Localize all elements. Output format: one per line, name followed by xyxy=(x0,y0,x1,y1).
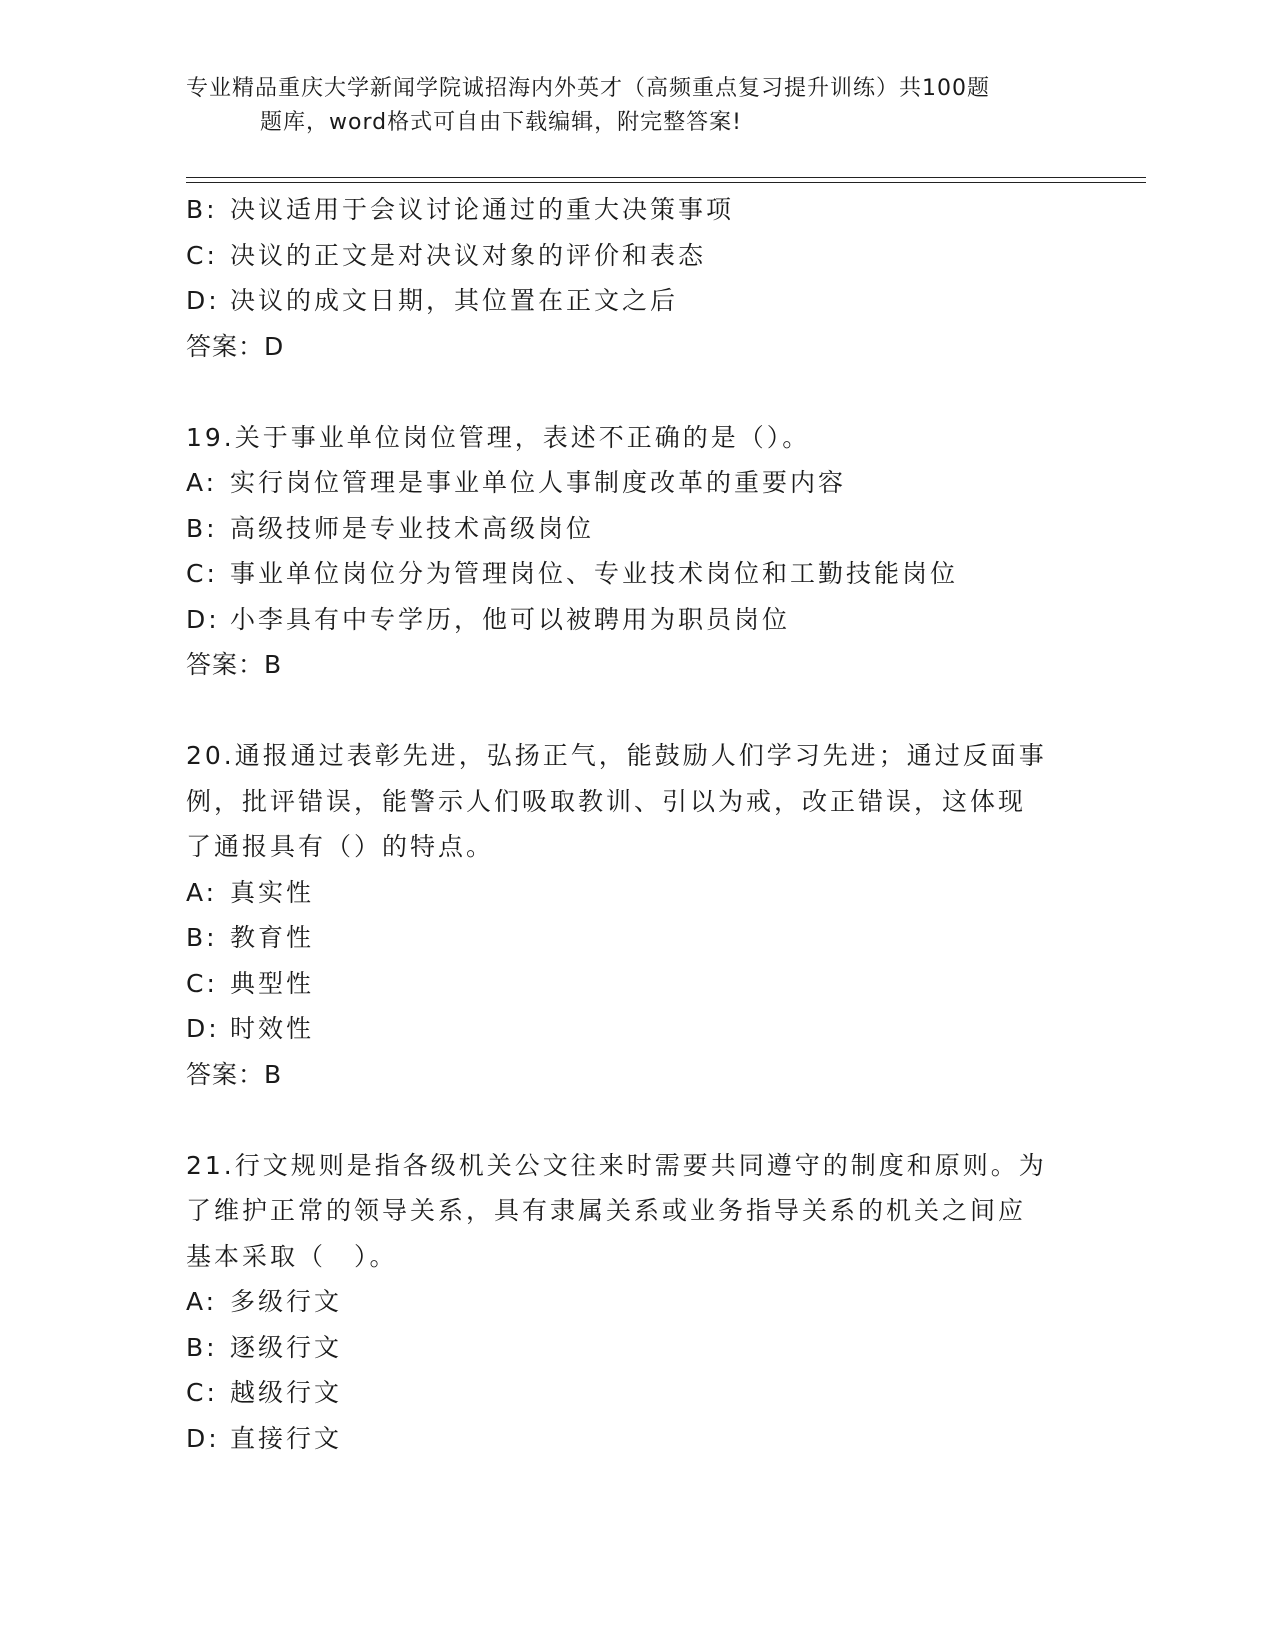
option-text: 越级行文 xyxy=(230,1378,343,1407)
option-text: 典型性 xyxy=(230,968,315,998)
option-letter: D: xyxy=(186,604,220,634)
option-d xyxy=(186,1416,1086,1462)
question-list xyxy=(186,187,1086,1461)
option-b xyxy=(186,1325,1086,1371)
option-text: 决议的成文日期，其位置在正文之后 xyxy=(230,286,679,315)
question-18 xyxy=(186,187,1086,369)
option-d xyxy=(186,1006,1086,1052)
option-text: 直接行文 xyxy=(230,1423,343,1453)
question-19 xyxy=(186,415,1086,688)
option-letter: A: xyxy=(186,468,218,497)
option-c xyxy=(186,1370,1086,1416)
option-text: 决议适用于会议讨论通过的重大决策事项 xyxy=(230,195,735,224)
option-letter: B: xyxy=(186,195,218,224)
option-b xyxy=(186,506,1086,552)
option-letter: C: xyxy=(186,240,218,270)
header-divider-top xyxy=(186,177,1146,178)
option-letter: C: xyxy=(186,1378,218,1407)
option-letter: B: xyxy=(186,513,218,543)
option-text: 时效性 xyxy=(230,1014,315,1043)
option-a xyxy=(186,870,1086,916)
answer-line: 答案：B xyxy=(186,650,283,679)
option-text: 真实性 xyxy=(230,877,315,907)
answer-line: 答案：D xyxy=(186,331,285,361)
header-divider-bottom xyxy=(186,182,1146,183)
question-stem: 例，批评错误，能警示人们吸取教训、引以为戒，改正错误，这体现 xyxy=(186,786,1027,816)
question-stem: 基本采取（ ）。 xyxy=(186,1241,398,1271)
option-text: 决议的正文是对决议对象的评价和表态 xyxy=(230,240,707,270)
question-stem: 了维护正常的领导关系，具有隶属关系或业务指导关系的机关之间应 xyxy=(186,1196,1027,1225)
option-d xyxy=(186,597,1086,643)
answer-line: 答案：B xyxy=(186,1059,283,1089)
option-text: 事业单位岗位分为管理岗位、专业技术岗位和工勤技能岗位 xyxy=(230,559,959,588)
question-stem: 21.行文规则是指各级机关公文往来时需要共同遵守的制度和原则。为 xyxy=(186,1150,1047,1180)
option-b xyxy=(186,915,1086,961)
document-header xyxy=(186,72,1086,140)
option-text: 小李具有中专学历，他可以被聘用为职员岗位 xyxy=(230,604,791,634)
question-20 xyxy=(186,733,1086,1097)
spacer xyxy=(186,688,1086,734)
option-c xyxy=(186,233,1086,279)
option-text: 教育性 xyxy=(230,923,315,952)
header-title-line-2: 题库，word格式可自由下载编辑，附完整答案! xyxy=(260,110,742,135)
option-letter: B: xyxy=(186,923,218,952)
option-text: 高级技师是专业技术高级岗位 xyxy=(230,513,595,543)
option-a xyxy=(186,460,1086,506)
option-letter: B: xyxy=(186,1332,218,1362)
option-letter: D: xyxy=(186,1014,220,1043)
spacer xyxy=(186,369,1086,415)
option-a xyxy=(186,1279,1086,1325)
option-letter: A: xyxy=(186,877,218,907)
option-b xyxy=(186,187,1086,233)
option-letter: D: xyxy=(186,1423,220,1453)
question-stem: 19.关于事业单位岗位管理，表述不正确的是（）。 xyxy=(186,422,811,452)
option-c xyxy=(186,961,1086,1007)
option-c xyxy=(186,551,1086,597)
option-d xyxy=(186,278,1086,324)
option-letter: C: xyxy=(186,559,218,588)
option-text: 实行岗位管理是事业单位人事制度改革的重要内容 xyxy=(230,468,847,497)
question-stem: 20.通报通过表彰先进，弘扬正气，能鼓励人们学习先进；通过反面事 xyxy=(186,741,1047,770)
option-letter: A: xyxy=(186,1287,218,1316)
spacer xyxy=(186,1097,1086,1143)
option-letter: C: xyxy=(186,968,218,998)
question-21 xyxy=(186,1143,1086,1462)
question-stem: 了通报具有（）的特点。 xyxy=(186,832,495,861)
option-letter: D: xyxy=(186,286,220,315)
option-text: 多级行文 xyxy=(230,1287,343,1316)
option-text: 逐级行文 xyxy=(230,1332,343,1362)
header-title-line-1: 专业精品重庆大学新闻学院诚招海内外英才（高频重点复习提升训练）共100题 xyxy=(186,76,990,101)
